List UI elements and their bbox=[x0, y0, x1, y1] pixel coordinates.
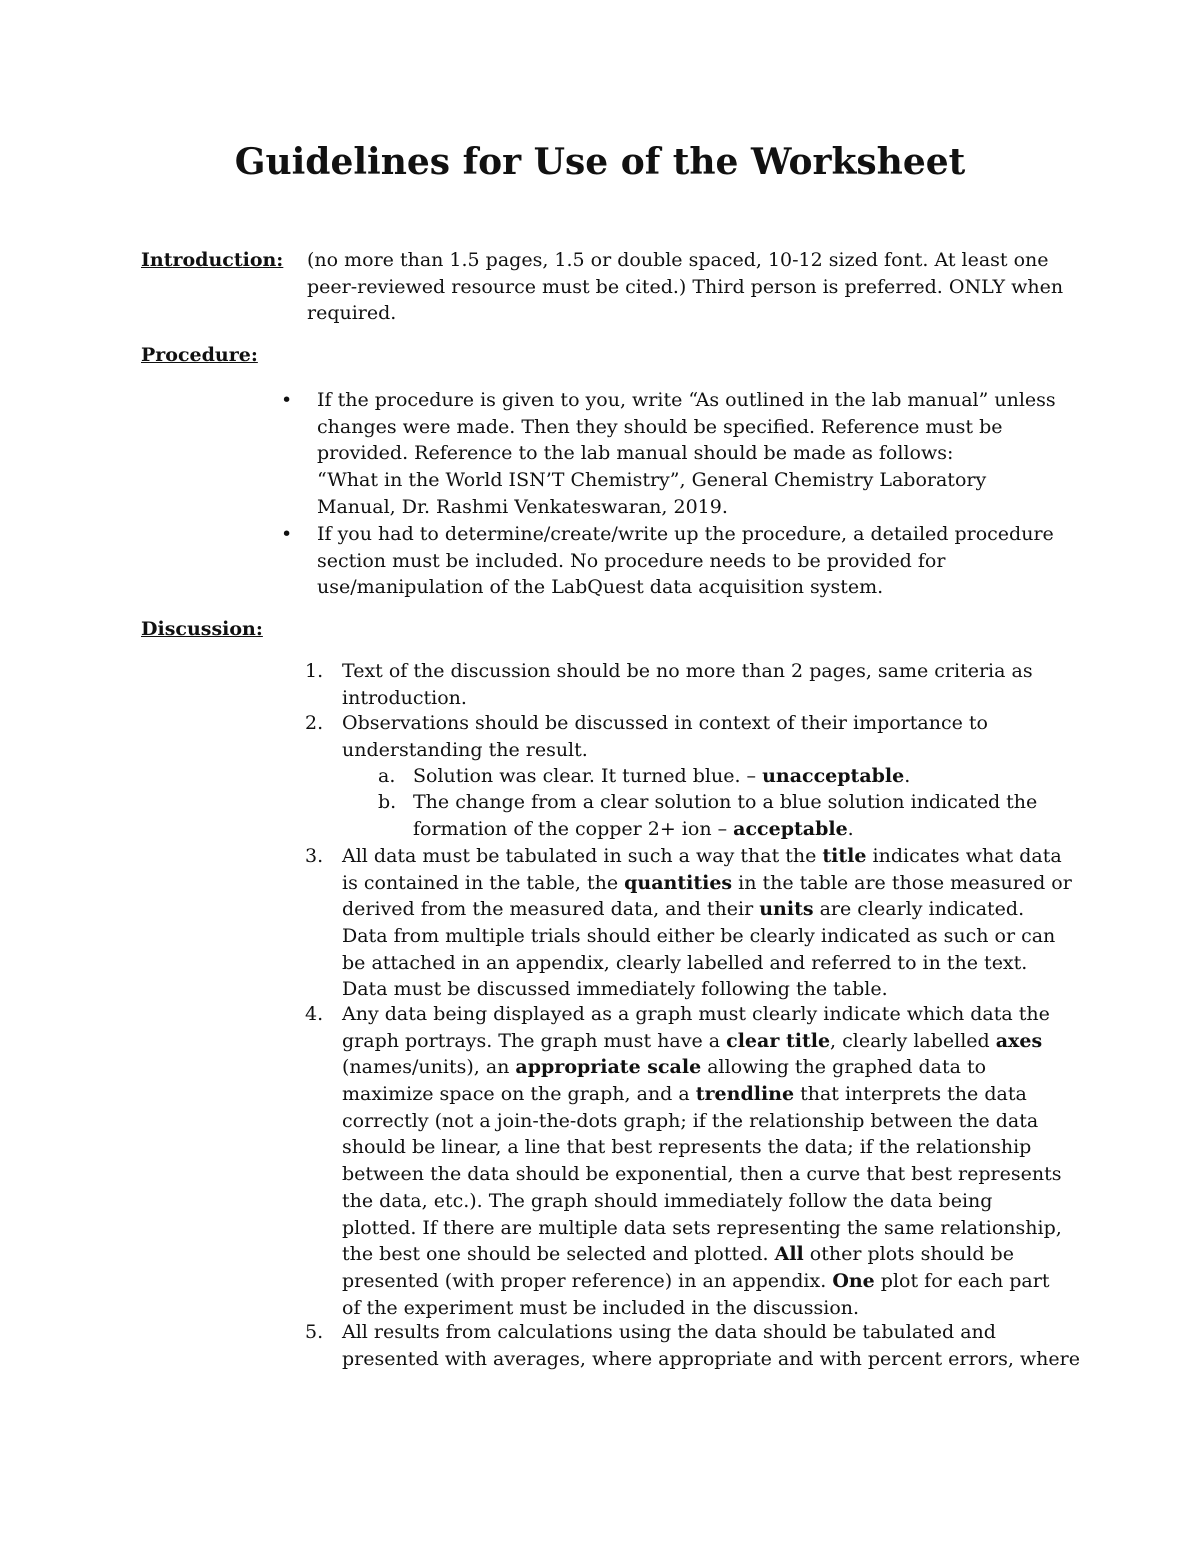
text-line: maximize space on the graph, and a trendline that interprets the data bbox=[342, 1083, 1027, 1106]
discussion-item-3 bbox=[342, 843, 1072, 1003]
discussion-item-5 bbox=[342, 1319, 1080, 1372]
introduction-heading: Introduction: bbox=[141, 249, 284, 271]
discussion-heading: Discussion: bbox=[141, 618, 263, 640]
text-line: should be linear, a line that best represents the data; if the relationship bbox=[342, 1136, 1032, 1159]
discussion-item-2 bbox=[342, 710, 988, 763]
bullet-marker: • bbox=[281, 523, 293, 545]
text-line: section must be included. No procedure needs to be provided for bbox=[317, 549, 946, 572]
text-line: Data must be discussed immediately following the table. bbox=[342, 978, 888, 1001]
text-line: presented (with proper reference) in an appendix. One plot for each part bbox=[342, 1269, 1050, 1292]
sub-letter: b. bbox=[378, 791, 397, 813]
text-line: Text of the discussion should be no more than 2 pages, same criteria as bbox=[342, 660, 1033, 682]
text-line: the best one should be selected and plotted. All other plots should be bbox=[342, 1243, 1014, 1266]
text-line: The change from a clear solution to a blue solution indicated the bbox=[413, 791, 1038, 813]
text-line: changes were made. Then they should be specified. Reference must be bbox=[317, 415, 1003, 438]
text-line: If the procedure is given to you, write “As outlined in the lab manual” unless bbox=[317, 389, 1056, 411]
text-line: Manual, Dr. Rashmi Venkateswaran, 2019. bbox=[317, 495, 728, 518]
text-line: be attached in an appendix, clearly labelled and referred to in the text. bbox=[342, 951, 1028, 974]
bullet-marker: • bbox=[281, 389, 293, 411]
text-line: Observations should be discussed in context of their importance to bbox=[342, 712, 988, 734]
text-line: the data, etc.). The graph should immediately follow the data being bbox=[342, 1189, 993, 1212]
text-line: (names/units), an appropriate scale allowing the graphed data to bbox=[342, 1056, 987, 1079]
text-line: of the experiment must be included in the discussion. bbox=[342, 1296, 860, 1319]
list-number: 1. bbox=[305, 660, 324, 682]
discussion-item-2b bbox=[413, 789, 1037, 842]
sub-letter: a. bbox=[378, 765, 396, 787]
text-line: provided. Reference to the lab manual should be made as follows: bbox=[317, 442, 954, 465]
text-line: All data must be tabulated in such a way that the title indicates what data bbox=[342, 845, 1062, 867]
text-line: presented with averages, where appropriate and with percent errors, where bbox=[342, 1347, 1080, 1370]
text-line: “What in the World ISN’T Chemistry”, General Chemistry Laboratory bbox=[317, 469, 987, 492]
text-line: graph portrays. The graph must have a clear title, clearly labelled axes bbox=[342, 1029, 1043, 1052]
text-line: between the data should be exponential, then a curve that best represents bbox=[342, 1163, 1062, 1186]
list-number: 3. bbox=[305, 845, 324, 867]
text-line: formation of the copper 2+ ion – acceptable. bbox=[413, 817, 854, 840]
text-line: (no more than 1.5 pages, 1.5 or double spaced, 10-12 sized font. At least one bbox=[307, 249, 1049, 271]
procedure-bullet-2 bbox=[317, 521, 1054, 601]
discussion-item-4 bbox=[342, 1001, 1062, 1321]
list-number: 5. bbox=[305, 1321, 324, 1343]
text-line: plotted. If there are multiple data sets representing the same relationship, bbox=[342, 1216, 1062, 1239]
page-title: Guidelines for Use of the Worksheet bbox=[234, 141, 966, 183]
text-line: Data from multiple trials should either be clearly indicated as such or can bbox=[342, 925, 1056, 948]
procedure-bullet-1 bbox=[317, 387, 1056, 520]
text-line: peer-reviewed resource must be cited.) Third person is preferred. ONLY when bbox=[307, 275, 1064, 298]
text-line: Solution was clear. It turned blue. – unacceptable. bbox=[413, 765, 911, 787]
text-line: use/manipulation of the LabQuest data acquisition system. bbox=[317, 576, 884, 599]
text-line: is contained in the table, the quantities in the table are those measured or bbox=[342, 871, 1072, 894]
text-line: required. bbox=[307, 302, 397, 325]
discussion-item-2a bbox=[413, 763, 910, 790]
text-line: introduction. bbox=[342, 686, 467, 709]
list-number: 2. bbox=[305, 712, 324, 734]
text-line: correctly (not a join-the-dots graph; if the relationship between the data bbox=[342, 1109, 1039, 1132]
procedure-heading: Procedure: bbox=[141, 344, 258, 366]
text-line: If you had to determine/create/write up the procedure, a detailed procedure bbox=[317, 523, 1054, 545]
text-line: Any data being displayed as a graph must clearly indicate which data the bbox=[342, 1003, 1050, 1025]
text-line: All results from calculations using the data should be tabulated and bbox=[342, 1321, 996, 1343]
text-line: understanding the result. bbox=[342, 738, 588, 761]
list-number: 4. bbox=[305, 1003, 324, 1025]
text-line: derived from the measured data, and their units are clearly indicated. bbox=[342, 898, 1025, 921]
discussion-item-1 bbox=[342, 658, 1033, 711]
introduction-text bbox=[307, 247, 1063, 327]
